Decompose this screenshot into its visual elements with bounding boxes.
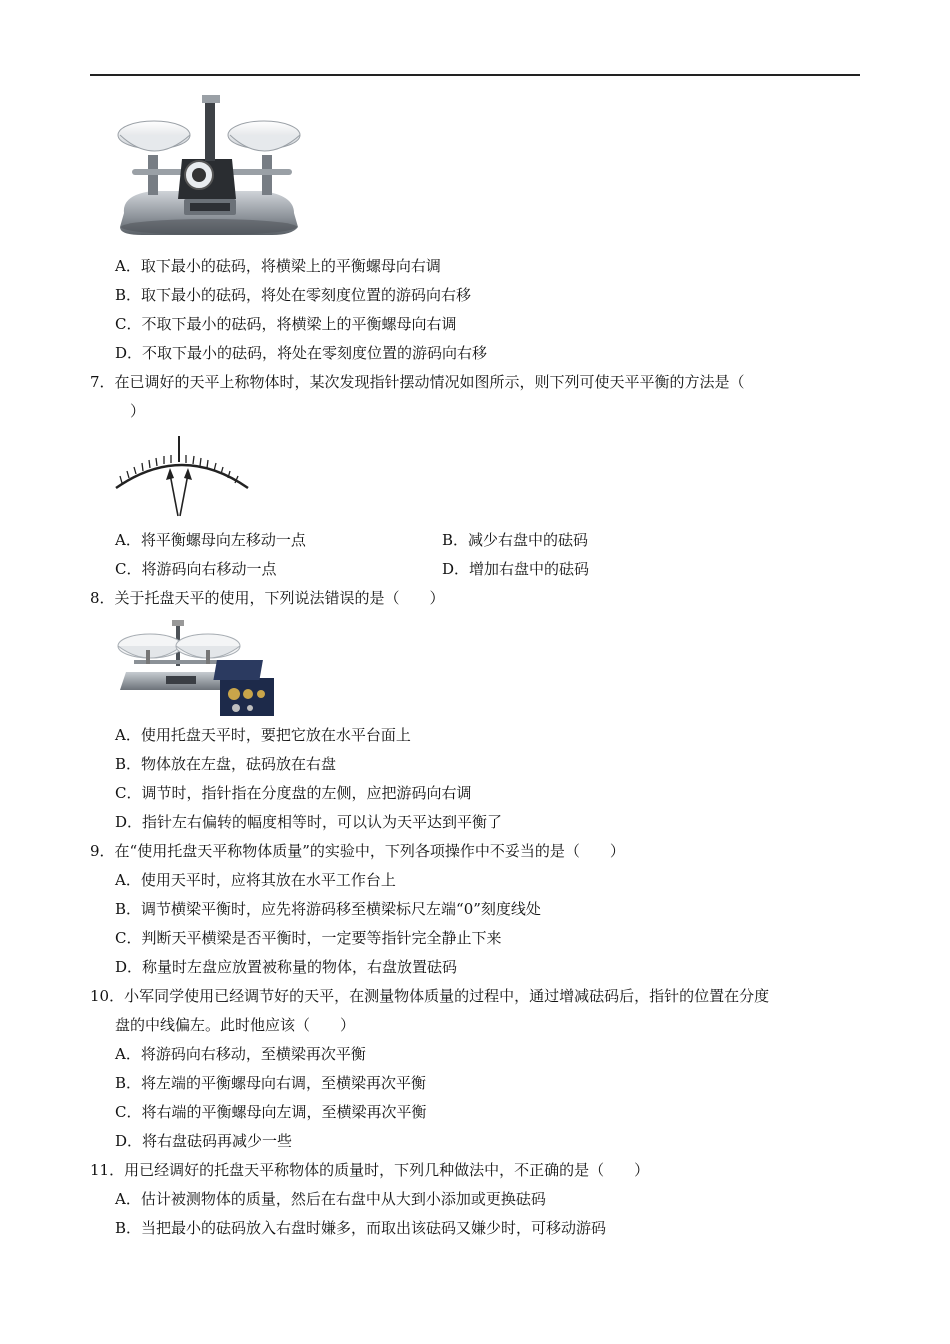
q10-option-b: B．将左端的平衡螺母向右调，至横梁再次平衡: [115, 1074, 427, 1092]
q10-stem: 10．小军同学使用已经调节好的天平，在测量物体质量的过程中，通过增减砝码后，指针的位置在分度: [90, 987, 770, 1005]
q6-option-d: D．不取下最小的砝码，将处在零刻度位置的游码向右移: [115, 344, 488, 362]
q9-option-d: D．称量时左盘应放置被称量的物体，右盘放置砝码: [115, 958, 458, 976]
pointer-scale-figure: [112, 432, 252, 522]
q9-option-a: A．使用天平时，应将其放在水平工作台上: [115, 871, 396, 889]
balance-photo-2: [112, 620, 274, 716]
q10-option-c: C．将右端的平衡螺母向左调，至横梁再次平衡: [115, 1103, 427, 1121]
q6-option-b: B．取下最小的砝码，将处在零刻度位置的游码向右移: [115, 286, 472, 304]
q7-stem-cont: ）: [130, 402, 146, 420]
q8-stem: 8．关于托盘天平的使用，下列说法错误的是（ ）: [90, 589, 445, 607]
q7-stem: 7．在已调好的天平上称物体时，某次发现指针摆动情况如图所示，则下列可使天平平衡的方法是（: [90, 373, 745, 391]
q8-option-d: D．指针左右偏转的幅度相等时，可以认为天平达到平衡了: [115, 813, 503, 831]
q9-option-b: B．调节横梁平衡时，应先将游码移至横梁标尺左端“0”刻度线处: [115, 900, 541, 918]
q7-option-d: D．增加右盘中的砝码: [442, 560, 590, 578]
q11-option-a: A．估计被测物体的质量，然后在右盘中从大到小添加或更换砝码: [115, 1190, 546, 1208]
q10-stem-cont: 盘的中线偏左。此时他应该（ ）: [115, 1016, 356, 1034]
header-rule: [90, 74, 860, 76]
q6-option-c: C．不取下最小的砝码，将横梁上的平衡螺母向右调: [115, 315, 457, 333]
q11-option-b: B．当把最小的砝码放入右盘时嫌多，而取出该砝码又嫌少时，可移动游码: [115, 1219, 607, 1237]
q7-option-a: A．将平衡螺母向左移动一点: [115, 531, 306, 549]
q7-option-c: C．将游码向右移动一点: [115, 560, 277, 578]
q9-stem: 9．在“使用托盘天平称物体质量”的实验中，下列各项操作中不妥当的是（ ）: [90, 842, 625, 860]
q9-option-c: C．判断天平横梁是否平衡时，一定要等指针完全静止下来: [115, 929, 502, 947]
q10-option-d: D．将右盘砝码再减少一些: [115, 1132, 293, 1150]
q8-option-a: A．使用托盘天平时，要把它放在水平台面上: [115, 726, 411, 744]
q8-option-c: C．调节时，指针指在分度盘的左侧，应把游码向右调: [115, 784, 472, 802]
q8-option-b: B．物体放在左盘，砝码放在右盘: [115, 755, 337, 773]
balance-photo-1: [112, 95, 307, 245]
q6-option-a: A．取下最小的砝码，将横梁上的平衡螺母向右调: [115, 257, 441, 275]
q7-option-b: B．减少右盘中的砝码: [442, 531, 589, 549]
q11-stem: 11．用已经调好的托盘天平称物体的质量时，下列几种做法中，不正确的是（ ）: [90, 1161, 650, 1179]
q10-option-a: A．将游码向右移动，至横梁再次平衡: [115, 1045, 366, 1063]
